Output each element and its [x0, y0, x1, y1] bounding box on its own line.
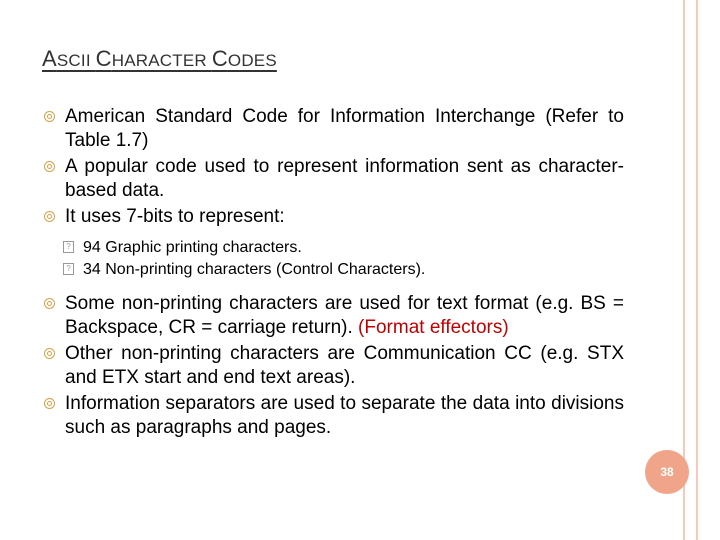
slide-title: ASCII CHARACTER CODES — [42, 46, 277, 71]
page-number: 38 — [660, 465, 674, 479]
sub-bullet-text: 94 Graphic printing characters. — [83, 239, 302, 256]
decorative-line-right — [696, 0, 698, 540]
circle-bullet-icon — [44, 298, 55, 309]
bullet-text: A popular code used to represent information sent as character-based data. — [65, 156, 624, 201]
bullet-item — [44, 205, 624, 229]
bullet-text: American Standard Code for Information Interchange (Refer to Table 1.7) — [65, 106, 624, 151]
sub-bullet-item — [44, 259, 624, 281]
sub-bullet-list — [44, 237, 624, 281]
bullet-item — [44, 155, 624, 203]
bullet-text: Some non-printing characters are used for text format (e.g. BS = Backspace, CR = carriage return). — [65, 293, 624, 338]
circle-bullet-icon — [44, 161, 55, 172]
bullet-item — [44, 392, 624, 440]
sub-bullet-text: 34 Non-printing characters (Control Characters). — [83, 261, 426, 278]
bullet-text: Information separators are used to separate the data into divisions such as paragraphs and pages. — [65, 393, 624, 438]
sub-bullet-item — [44, 237, 624, 259]
checkbox-bullet-icon: ? — [63, 241, 74, 253]
slide-content — [44, 105, 624, 440]
bullet-item — [44, 342, 624, 390]
circle-bullet-icon — [44, 111, 55, 122]
bullet-text: It uses 7-bits to represent: — [65, 206, 285, 227]
circle-bullet-icon — [44, 348, 55, 359]
bullet-text: Other non-printing characters are Communication CC (e.g. STX and ETX start and end text areas). — [65, 343, 624, 388]
circle-bullet-icon — [44, 211, 55, 222]
format-effectors-note: (Format effectors) — [358, 317, 509, 338]
circle-bullet-icon — [44, 398, 55, 409]
page-number-badge — [645, 450, 689, 494]
bullet-item — [44, 105, 624, 153]
bullet-item — [44, 292, 624, 340]
checkbox-bullet-icon: ? — [63, 263, 74, 275]
